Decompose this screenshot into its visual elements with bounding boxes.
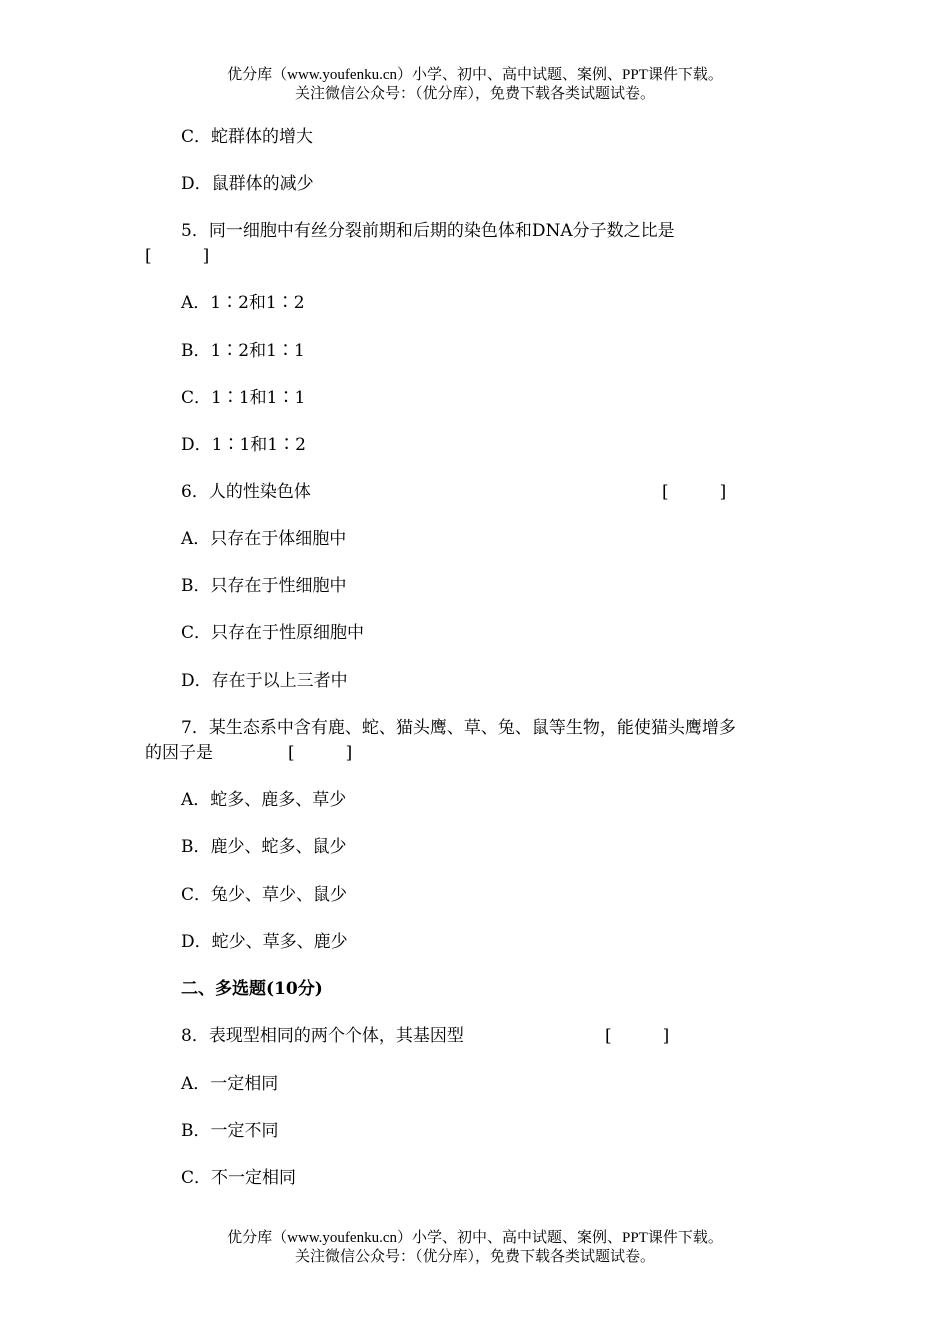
q8-stem: 8．表现型相同的两个个体，其基因型 — [181, 1026, 464, 1046]
q7-stem-continued: 的因子是 — [145, 743, 213, 763]
footer-line-2: 关注微信公众号：（优分库），免费下载各类试题试卷。 — [294, 1249, 655, 1265]
q6-option-a: A．只存在于体细胞中 — [181, 529, 347, 549]
q5-option-c: C．1∶1和1∶1 — [181, 388, 306, 408]
q6-answer-bracket: [ ] — [662, 482, 727, 502]
q5-answer-bracket: [ ] — [145, 246, 210, 266]
q7-option-b: B．鹿少、蛇多、鼠少 — [181, 837, 347, 857]
q5-option-d: D．1∶1和1∶2 — [181, 435, 306, 455]
q7-stem: 7．某生态系中含有鹿、蛇、猫头鹰、草、兔、鼠等生物，能使猫头鹰增多 — [181, 718, 736, 738]
q7-option-d: D．蛇少、草多、鹿少 — [181, 932, 348, 952]
q5-option-a: A．1∶2和1∶2 — [181, 293, 305, 313]
q8-option-b: B．一定不同 — [181, 1121, 279, 1141]
footer-line-1: 优分库（www.youfenku.cn）小学、初中、高中试题、案例、PPT课件下载。 — [227, 1230, 723, 1246]
q5-option-b: B．1∶2和1∶1 — [181, 341, 305, 361]
page-footer — [0, 1229, 950, 1267]
q6-option-c: C．只存在于性原细胞中 — [181, 623, 365, 643]
q6-option-b: B．只存在于性细胞中 — [181, 576, 347, 596]
page-header — [0, 66, 950, 104]
q6-stem: 6．人的性染色体 — [181, 482, 311, 502]
q8-option-a: A．一定相同 — [181, 1074, 279, 1094]
q4-option-c: C．蛇群体的增大 — [181, 127, 314, 147]
q4-option-d: D．鼠群体的减少 — [181, 174, 314, 194]
q7-answer-bracket: [ ] — [288, 743, 353, 763]
q8-option-c: C．不一定相同 — [181, 1168, 297, 1188]
header-line-1: 优分库（www.youfenku.cn）小学、初中、高中试题、案例、PPT课件下载。 — [227, 67, 723, 83]
section-multiple-choice-heading: 二、多选题(10分) — [181, 979, 323, 999]
q7-option-c: C．兔少、草少、鼠少 — [181, 885, 348, 905]
q7-option-a: A．蛇多、鹿多、草少 — [181, 790, 347, 810]
q5-stem: 5．同一细胞中有丝分裂前期和后期的染色体和DNA分子数之比是 — [181, 221, 675, 241]
q8-answer-bracket: [ ] — [605, 1026, 670, 1046]
q6-option-d: D．存在于以上三者中 — [181, 671, 348, 691]
header-line-2: 关注微信公众号：（优分库），免费下载各类试题试卷。 — [294, 86, 655, 102]
